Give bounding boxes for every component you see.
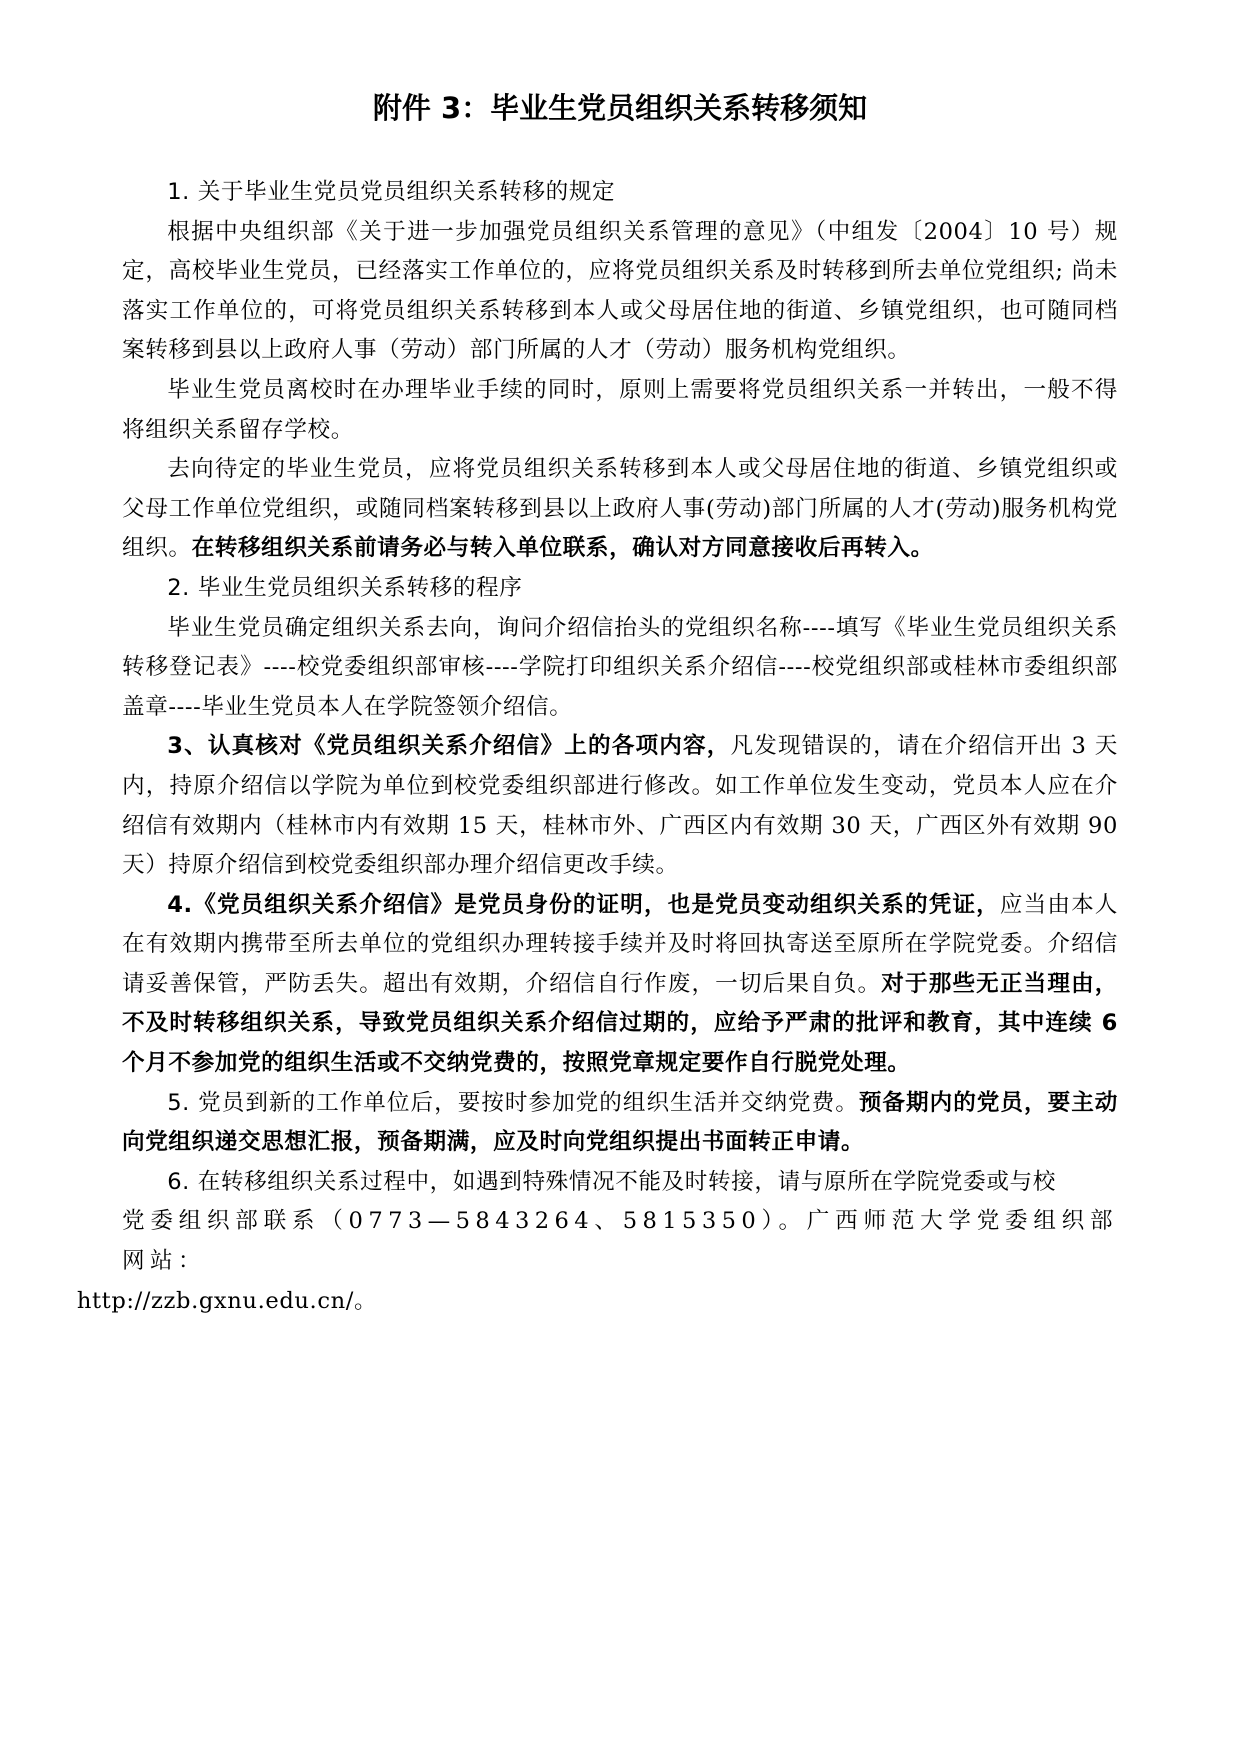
section-1-paragraph-1: 根据中央组织部《关于进一步加强党员组织关系管理的意见》（中组发〔2004〕10 号）规定，高校毕业生党员，已经落实工作单位的，应将党员组织关系及时转移到所去单位党组织; 尚未落实工作单位的，可将党员组织关系转移到本人或父母居住地的街道、乡镇党组织，也可随同档案转移到县以上政府人事（劳动）部门所属的人才（劳动）服务机构党组织。	[122, 218, 1118, 364]
section-4-paragraph	[122, 886, 1118, 1084]
document-body	[76, 173, 1119, 1321]
section-4-text: 应当由本人在有效期内携带至所去单位的党组织办理转接手续并及时将回执寄送至原所在学院党委。介绍信请妥善保管，严防丢失。超出有效期，介绍信自行作废，一切后果自负。	[122, 891, 1119, 997]
section-1-heading: 1. 关于毕业生党员党员组织关系转移的规定	[167, 179, 616, 205]
website-link[interactable]: http://zzb.gxnu.edu.cn/。	[76, 1287, 378, 1314]
section-2-paragraph-1: 毕业生党员确定组织关系去向，询问介绍信抬头的党组织名称----填写《毕业生党员组织关系转移登记表》----校党委组织部审核----学院打印组织关系介绍信----校党组织部或桂林市委组织部盖章----毕业生党员本人在学院签领介绍信。	[122, 614, 1118, 720]
document-title: 附件 3：毕业生党员组织关系转移须知	[372, 91, 868, 125]
section-6-text-1: 如遇到特殊情况不能及时转接，请与原所在学院党委或与校	[452, 1168, 1056, 1195]
section-6-lead: 6. 在转移组织关系过程中，	[167, 1168, 453, 1195]
section-1-paragraph-2: 毕业生党员离校时在办理毕业手续的同时，原则上需要将党员组织关系一并转出，一般不得将组织关系留存学校。	[122, 376, 1118, 443]
section-5-paragraph	[122, 1084, 1118, 1163]
section-6-contact: 党委组织部联系（0773—5843264、5815350）。广西师范大学党委组织部网站：	[122, 1208, 1118, 1275]
section-3-emphasis: 3、认真核对《党员组织关系介绍信》上的各项内容，	[167, 733, 731, 760]
section-5-emphasis: 预备期内的党员，要主动向党组织递交思想汇报，预备期满，应及时向党组织提出书面转正申请。	[122, 1089, 1118, 1156]
section-2-heading: 2. 毕业生党员组织关系转移的程序	[167, 574, 523, 601]
section-3-paragraph	[122, 727, 1118, 885]
section-1-paragraph-3-text: 去向待定的毕业生党员，应将党员组织关系转移到本人或父母居住地的街道、乡镇党组织或父母工作单位党组织，或随同档案转移到县以上政府人事(劳动)部门所属的人才(劳动)服务机构党组织。	[122, 456, 1118, 562]
section-6-paragraph	[76, 1163, 1118, 1321]
section-4-emphasis-1: 4.《党员组织关系介绍信》是党员身份的证明，也是党员变动组织关系的凭证，	[167, 891, 1000, 918]
section-1-paragraph-3-emphasis: 在转移组织关系前请务必与转入单位联系，确认对方同意接收后再转入。	[191, 535, 934, 562]
section-1-paragraph-3	[122, 450, 1118, 569]
section-5-lead: 5. 党员到新的工作单位后，要按时参加党的组织生活并交纳党费。	[167, 1089, 859, 1116]
section-4-emphasis-2: 对于那些无正当理由，不及时转移组织关系，导致党员组织关系介绍信过期的，应给予严肃的批评和教育，其中连续 6 个月不参加党的组织生活或不交纳党费的，按照党章规定要作自行脱党处理。	[122, 970, 1119, 1077]
section-3-text: 凡发现错误的，请在介绍信开出 3 天内，持原介绍信以学院为单位到校党委组织部进行修改。如工作单位发生变动，党员本人应在介绍信有效期内（桂林市内有效期 15 天，桂林市外、广西区内有效期 30 天，广西区外有效期 90 天）持原介绍信到校党委组织部办理介绍信更改手续。	[122, 733, 1118, 879]
